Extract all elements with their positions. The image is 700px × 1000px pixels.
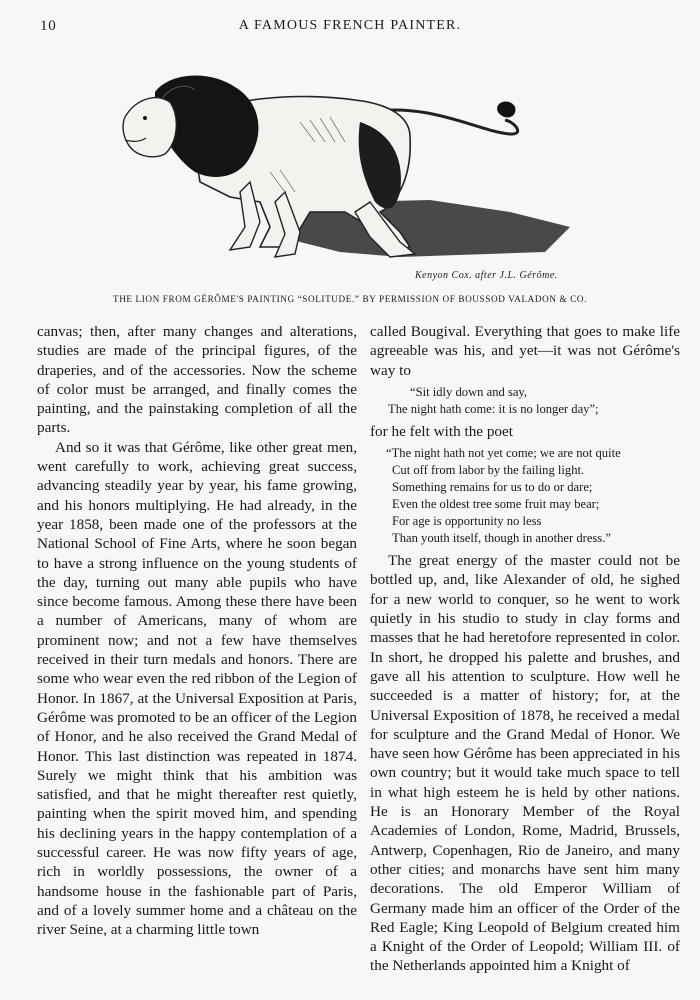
verse-line: “Sit idly down and say, — [410, 384, 528, 399]
paragraph: canvas; then, after many changes and alterations, studies are made of the principal figures, of the draperies, and of the accessories. Now the scheme of color must be arranged, and finally comes the painting, and the painstaking completion of all the parts. — [37, 323, 357, 437]
lion-illustration — [100, 62, 605, 292]
verse-line: For age is opportunity no less — [392, 514, 542, 529]
quoted-verse — [370, 384, 680, 418]
quoted-verse — [370, 445, 680, 547]
paragraph: And so it was that Gérôme, like other great men, went carefully to work, achieving great success, advancing steadily year by year, his fame growing, and his honors multiplying. He had already, in the year 1858, been made one of the professors at the National School of Fine Arts, where he soon began to have a strong influence on the young students of the day, turning out many able pupils who have since become famous. Among these there have been a number of Americans, many of whom are prominent now; and not a few have themselves received in their turn medals and honors. There are some who wear even the red ribbon of the Legion of Honor. In 1867, at the Universal Exposition at Paris, Gérôme was promoted to be an officer of the Legion of Honor, and he also received the Grand Medal of Honor. This last distinction was repeated in 1874. Surely we might think that his ambition was satisfied, and that he might thereafter rest quietly, painting when the spirit moved him, and spending his declining years in the happy contemplation of a successful career. He was now fifty years of age, rich in worldly possessions, the owner of a handsome house in the fashionable part of Paris, and of a lovely summer home and a château on the river Seine, at a charming little town — [37, 438, 357, 939]
left-column — [37, 322, 357, 940]
right-column — [370, 322, 680, 976]
verse-line: The night hath come: it is no longer day”; — [388, 401, 599, 416]
verse-line: Something remains for us to do or dare; — [392, 480, 593, 495]
lion-drawing — [100, 62, 605, 292]
paragraph: for he felt with the poet — [370, 422, 513, 440]
page-number: 10 — [40, 18, 57, 34]
paragraph: called Bougival. Everything that goes to make life agreeable was his, and yet—it was not Gérôme's way to — [370, 323, 680, 379]
verse-line: Than youth itself, though in another dress.” — [392, 531, 611, 546]
page-header — [40, 18, 660, 38]
paragraph: The great energy of the master could not be bottled up, and, like Alexander of old, he sighed for a new world to conquer, so he went to work quietly in his studio to study in clay forms and masses that he had heretofore represented in color. In short, he dropped his palette and brushes, and gave all his attention to sculpture. How well he succeeded is a matter of history; for, at the Universal Exposition of 1878, he received a medal for sculpture and the Grand Medal of Honor. We have seen how Gérôme has been appreciated in his own country; but it would take much space to tell in what high esteem he is held by other nations. He is an Honorary Member of the Royal Academies of London, Rome, Madrid, Brussels, Antwerp, Copenhagen, Rio de Janeiro, and many other cities; and monarchs have sent him many decorations. The old Emperor William of Germany made him an officer of the Order of the Red Eagle; King Leopold of Belgium created him a Knight of the Order of Leopold; William III. of the Netherlands appointed him a Knight of — [370, 552, 680, 975]
artist-signature: Kenyon Cox. after J.L. Gérôme. — [415, 270, 558, 281]
verse-line: “The night hath not yet come; we are not quite — [386, 446, 621, 461]
running-title: A FAMOUS FRENCH PAINTER. — [238, 18, 462, 33]
verse-line: Cut off from labor by the failing light. — [392, 463, 585, 478]
verse-line: Even the oldest tree some fruit may bear; — [392, 497, 600, 512]
figure-caption: THE LION FROM GÉRÔME'S PAINTING “SOLITUDE.” BY PERMISSION OF BOUSSOD VALADON & CO. — [112, 294, 587, 304]
